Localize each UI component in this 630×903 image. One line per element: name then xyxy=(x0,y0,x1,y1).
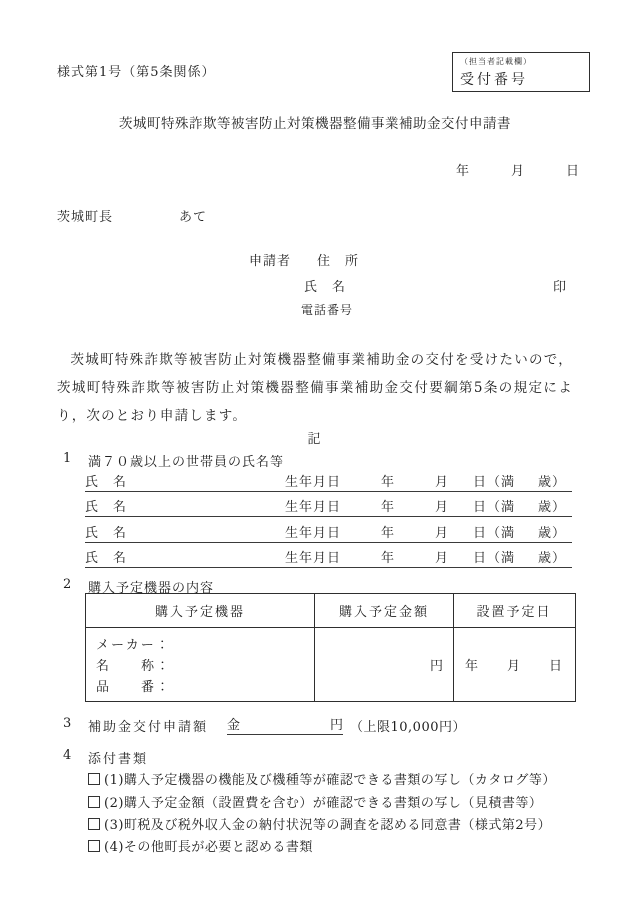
section2-heading: 購入予定機器の内容 xyxy=(88,581,215,596)
device-detail-cell[interactable] xyxy=(86,628,315,701)
attachment-item-label: (4)その他町長が必要と認める書類 xyxy=(104,840,313,855)
attachment-item-2 xyxy=(88,792,542,811)
install-date-cell[interactable] xyxy=(454,628,574,701)
member-birthdate-label: 生年月日 xyxy=(285,551,342,566)
date-month-label: 月 xyxy=(511,164,525,179)
model-number-label: 品 番： xyxy=(96,680,172,695)
attachment-item-label: (2)購入予定金額（設置費を含む）が確認できる書類の写し（見積書等） xyxy=(104,796,543,811)
member-month-label: 月 xyxy=(435,526,450,541)
staff-entry-note: （担当者記載欄） xyxy=(460,57,532,66)
member-month-label: 月 xyxy=(435,551,450,566)
addressee-suffix: あて xyxy=(179,210,208,225)
household-member-row-3[interactable] xyxy=(85,521,572,543)
section4-number: 4 xyxy=(63,748,72,763)
device-name-label: 名 称： xyxy=(96,659,172,674)
maker-label: メーカー： xyxy=(96,638,171,653)
attachment-item-1 xyxy=(88,769,556,788)
member-year-label: 年 xyxy=(381,551,396,566)
device-table-body xyxy=(86,628,575,701)
seal-mark: 印 xyxy=(553,280,567,295)
checkbox-icon[interactable] xyxy=(88,773,100,785)
checkbox-icon[interactable] xyxy=(88,796,100,808)
member-year-label: 年 xyxy=(381,500,396,515)
form-number: 様式第1号（第5条関係） xyxy=(57,65,216,80)
install-date-label: 年 月 日 xyxy=(464,659,563,674)
member-month-label: 月 xyxy=(435,475,450,490)
date-day-label: 日 xyxy=(566,164,580,179)
member-birthdate-label: 生年月日 xyxy=(285,526,342,541)
household-member-row-4[interactable] xyxy=(85,546,572,568)
member-age-close-label: 歳） xyxy=(538,500,567,515)
header-install-date: 設置予定日 xyxy=(476,605,552,620)
receipt-number-box xyxy=(452,52,590,92)
applicant-name-label: 氏 名 xyxy=(304,280,347,295)
notation-ki: 記 xyxy=(307,432,323,447)
amount-prefix-label: 金 xyxy=(227,718,241,733)
amount-unit-label: 円 xyxy=(429,659,443,674)
member-age-close-label: 歳） xyxy=(538,475,567,490)
member-age-close-label: 歳） xyxy=(538,551,567,566)
attachment-item-3 xyxy=(88,814,551,833)
member-day-age-label: 日（満 xyxy=(473,551,516,566)
section2-number: 2 xyxy=(63,577,72,592)
member-year-label: 年 xyxy=(381,475,396,490)
date-year-label: 年 xyxy=(456,164,470,179)
receipt-number-label: 受付番号 xyxy=(460,72,528,88)
member-birthdate-label: 生年月日 xyxy=(285,500,342,515)
attachment-item-4 xyxy=(88,836,313,855)
applicant-phone-label: 電話番号 xyxy=(301,303,354,317)
member-birthdate-label: 生年月日 xyxy=(285,475,342,490)
household-member-row-1[interactable] xyxy=(85,470,572,492)
attachment-item-label: (3)町税及び税外収入金の納付状況等の調査を認める同意書（様式第2号） xyxy=(104,818,552,833)
amount-cell[interactable] xyxy=(315,628,454,701)
amount-unit-label: 円 xyxy=(329,718,343,733)
member-month-label: 月 xyxy=(435,500,450,515)
amount-limit-note: （上限10,000円） xyxy=(350,720,466,735)
body-paragraph: 茨城町特殊詐欺等被害防止対策機器整備事業補助金の交付を受けたいので，茨城町特殊詐欺等被害防止対策機器整備事業補助金交付要綱第5条の規定により，次のとおり申請します。 xyxy=(57,352,573,424)
member-age-close-label: 歳） xyxy=(538,526,567,541)
section1-heading: 満７０歳以上の世帯員の氏名等 xyxy=(88,455,285,470)
applicant-address-label: 住 所 xyxy=(317,254,360,269)
addressee-line xyxy=(57,206,207,225)
applicant-label: 申請者 xyxy=(249,254,292,269)
member-name-label: 氏 名 xyxy=(85,475,128,490)
device-table-header xyxy=(86,594,575,628)
member-name-label: 氏 名 xyxy=(85,526,128,541)
member-day-age-label: 日（満 xyxy=(473,500,516,515)
section3-heading: 補助金交付申請額 xyxy=(88,720,209,735)
checkbox-icon[interactable] xyxy=(88,818,100,830)
member-day-age-label: 日（満 xyxy=(473,475,516,490)
subsidy-amount-field[interactable] xyxy=(227,714,343,735)
application-date-line xyxy=(456,160,579,179)
checkbox-icon[interactable] xyxy=(88,840,100,852)
header-amount: 購入予定金額 xyxy=(315,594,454,627)
member-year-label: 年 xyxy=(381,526,396,541)
document-title: 茨城町特殊詐欺等被害防止対策機器整備事業補助金交付申請書 xyxy=(119,116,511,132)
planned-device-table xyxy=(85,593,576,702)
section3-number: 3 xyxy=(63,716,72,731)
member-name-label: 氏 名 xyxy=(85,500,128,515)
addressee-name: 茨城町長 xyxy=(57,210,114,225)
member-day-age-label: 日（満 xyxy=(473,526,516,541)
member-name-label: 氏 名 xyxy=(85,551,128,566)
household-member-row-2[interactable] xyxy=(85,495,572,517)
attachment-item-label: (1)購入予定機器の機能及び機種等が確認できる書類の写し（カタログ等） xyxy=(104,773,556,788)
applicant-address-row xyxy=(249,250,359,269)
header-device: 購入予定機器 xyxy=(86,594,315,627)
section4-heading: 添付書類 xyxy=(88,752,149,767)
section1-number: 1 xyxy=(63,451,72,466)
